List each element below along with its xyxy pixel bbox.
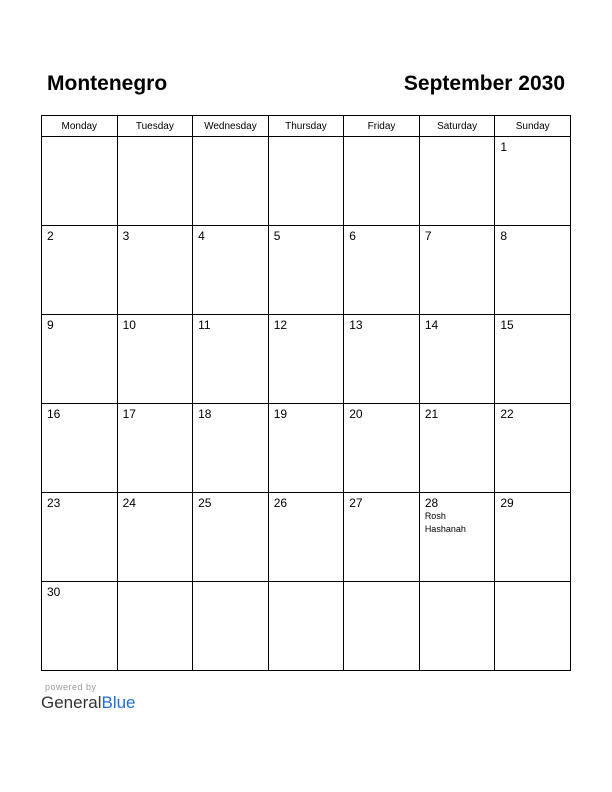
day-cell [268,582,344,671]
day-cell [344,137,420,226]
day-number: 7 [424,229,432,243]
day-cell [344,493,420,582]
day-cell [117,493,193,582]
day-number: 18 [198,407,212,421]
day-number: 4 [198,229,205,243]
day-cell [42,137,118,226]
week-row [42,493,571,582]
day-cell [193,404,269,493]
weekday-header: Thursday [268,116,344,137]
generalblue-logo[interactable] [41,693,136,713]
calendar-grid [41,115,571,671]
day-number: 13 [349,318,363,332]
weekday-header: Saturday [419,116,495,137]
weekday-header: Monday [42,116,118,137]
day-number: 5 [273,229,281,243]
day-cell [42,493,118,582]
day-number: 1 [500,140,508,154]
day-cell [419,226,495,315]
day-cell [117,404,193,493]
powered-by-text: powered by [45,682,97,692]
day-number: 28 [424,496,439,510]
day-number: 10 [122,318,136,332]
day-cell [419,404,495,493]
day-cell [419,315,495,404]
day-cell [42,582,118,671]
day-cell [495,315,571,404]
day-number: 9 [47,318,54,332]
day-cell [117,226,193,315]
day-cell [268,137,344,226]
day-number: 12 [273,318,288,332]
day-cell [495,404,571,493]
day-number: 3 [122,229,130,243]
day-number: 2 [47,229,54,243]
day-number: 15 [500,318,514,332]
day-number: 30 [47,585,61,599]
day-cell [419,137,495,226]
day-number: 14 [424,318,439,332]
holiday-label-line1: Rosh [424,511,446,521]
day-number: 20 [349,407,363,421]
day-number: 23 [47,496,61,510]
day-cell [268,226,344,315]
day-cell [419,582,495,671]
day-number: 8 [500,229,508,243]
day-number: 6 [349,229,356,243]
day-number: 16 [47,407,61,421]
weekday-header: Wednesday [193,116,269,137]
day-cell [268,404,344,493]
day-number: 29 [500,496,514,510]
day-cell [117,137,193,226]
day-cell [193,137,269,226]
day-cell [495,493,571,582]
day-cell [495,226,571,315]
week-row [42,582,571,671]
day-number: 11 [198,318,211,332]
day-number: 19 [273,407,288,421]
day-cell [344,226,420,315]
day-number: 17 [122,407,136,421]
day-cell [193,315,269,404]
day-cell [42,315,118,404]
day-cell [495,582,571,671]
week-row [42,404,571,493]
weekday-header-row [42,116,571,137]
day-cell [117,315,193,404]
week-row [42,137,571,226]
week-row [42,226,571,315]
day-cell [193,493,269,582]
day-cell [268,493,344,582]
day-number: 24 [122,496,136,510]
day-cell [117,582,193,671]
day-cell [193,582,269,671]
day-cell [42,226,118,315]
weekday-header: Friday [344,116,420,137]
day-cell [42,404,118,493]
day-cell [268,315,344,404]
week-row [42,315,571,404]
logo-text-blue: Blue [101,693,136,712]
day-number: 27 [349,496,363,510]
day-cell [344,582,420,671]
country-title: Montenegro [47,72,168,95]
day-cell [193,226,269,315]
holiday-label-line2: Hashanah [424,524,466,534]
day-number: 21 [424,407,439,421]
month-year-title: September 2030 [403,72,565,95]
weekday-header: Tuesday [117,116,193,137]
day-number: 22 [500,407,514,421]
weekday-header: Sunday [495,116,571,137]
day-cell [344,404,420,493]
logo-text-general: General [41,693,102,712]
day-cell [495,137,571,226]
day-number: 25 [198,496,212,510]
day-number: 26 [273,496,288,510]
day-cell-holiday [419,493,495,582]
day-cell [344,315,420,404]
